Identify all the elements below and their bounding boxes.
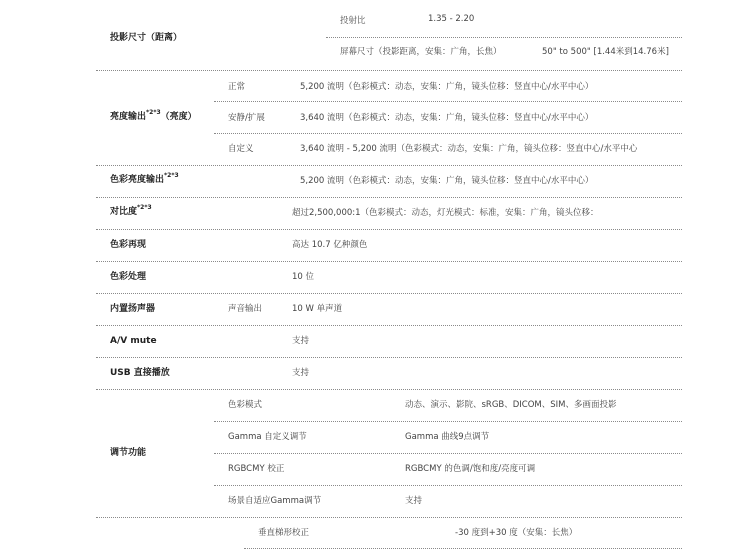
av-mute-value: 支持 (292, 336, 310, 346)
screen-size-label: 屏幕尺寸（投影距离，安集：广角，长焦） (340, 47, 502, 57)
adjust-sub-gamma: Gamma 自定义调节 (228, 432, 307, 442)
color-brightness-value: 5,200 流明（色彩模式：动态，安集：广角，镜头位移：竖直中心/水平中心） (300, 176, 594, 186)
usb-label: USB 直接播放 (110, 368, 170, 378)
divider-row-3 (96, 197, 682, 198)
speaker-sub-label: 声音输出 (228, 304, 263, 314)
brightness-mode-custom: 自定义 (228, 144, 254, 154)
adjust-value-scene-gamma: 支持 (405, 496, 423, 506)
adjust-sub-color-mode: 色彩模式 (228, 400, 263, 410)
brightness-mode-quiet: 安静/扩展 (228, 113, 265, 123)
screen-size-value: 50" to 500" [1.44米到14.76米] (542, 47, 669, 57)
divider-adjust-1 (214, 421, 682, 422)
speaker-label: 内置扬声器 (110, 304, 156, 314)
divider-adjust-3 (214, 485, 682, 486)
keystone-value: -30 度到+30 度（安集：长焦） (455, 528, 578, 538)
brightness-mode-normal: 正常 (228, 82, 246, 92)
divider-row-6 (96, 293, 682, 294)
color-reproduction-value: 高达 10.7 亿种颜色 (292, 240, 368, 250)
throw-ratio-label: 投射比 (340, 16, 366, 26)
divider-throw-inner (326, 37, 682, 38)
throw-ratio-value: 1.35 - 2.20 (428, 14, 475, 24)
divider-row-2 (96, 165, 682, 166)
throw-label: 投影尺寸（距离） (110, 33, 183, 43)
color-processing-label: 色彩处理 (110, 272, 147, 282)
divider-row-9 (96, 389, 682, 390)
color-brightness-label: 色彩亮度输出$^{*2*3}$ (110, 172, 179, 185)
adjust-label: 调节功能 (110, 448, 147, 458)
divider-row-10 (96, 517, 682, 518)
adjust-value-gamma: Gamma 曲线9点调节 (405, 432, 490, 442)
speaker-value: 10 W 单声道 (292, 304, 343, 314)
brightness-value-custom: 3,640 流明 - 5,200 流明（色彩模式：动态，安集：广角，镜头位移：竖直中心/水平中心 (300, 144, 638, 154)
contrast-label: 对比度$^{*2*3}$ (110, 204, 152, 217)
av-mute-label: A/V mute (110, 336, 157, 346)
contrast-value: 超过2,500,000:1（色彩模式：动态，灯光模式：标准，安集：广角，镜头位移： (292, 208, 599, 218)
keystone-sub-label: 垂直梯形校正 (258, 528, 310, 538)
brightness-label: 亮度输出$^{*2*3}$（亮度） (110, 109, 197, 122)
adjust-value-rgbcmy: RGBCMY 的色调/饱和度/亮度可调 (405, 464, 536, 474)
divider-keystone (244, 548, 682, 549)
divider-brightness-2 (214, 133, 682, 134)
divider-row-5 (96, 261, 682, 262)
brightness-value-normal: 5,200 流明（色彩模式：动态，安集：广角，镜头位移：竖直中心/水平中心） (300, 82, 594, 92)
divider-adjust-2 (214, 453, 682, 454)
divider-row-8 (96, 357, 682, 358)
color-processing-value: 10 位 (292, 272, 315, 282)
divider-row-1 (96, 70, 682, 71)
brightness-value-quiet: 3,640 流明（色彩模式：动态，安集：广角，镜头位移：竖直中心/水平中心） (300, 113, 594, 123)
divider-row-4 (96, 229, 682, 230)
usb-value: 支持 (292, 368, 310, 378)
adjust-sub-rgbcmy: RGBCMY 校正 (228, 464, 285, 474)
divider-row-7 (96, 325, 682, 326)
adjust-value-color-mode: 动态、演示、影院、sRGB、DICOM、SIM、多画面投影 (405, 400, 617, 410)
divider-brightness-1 (214, 101, 682, 102)
adjust-sub-scene-gamma: 场景自适应Gamma调节 (228, 496, 322, 506)
color-reproduction-label: 色彩再现 (110, 240, 147, 250)
